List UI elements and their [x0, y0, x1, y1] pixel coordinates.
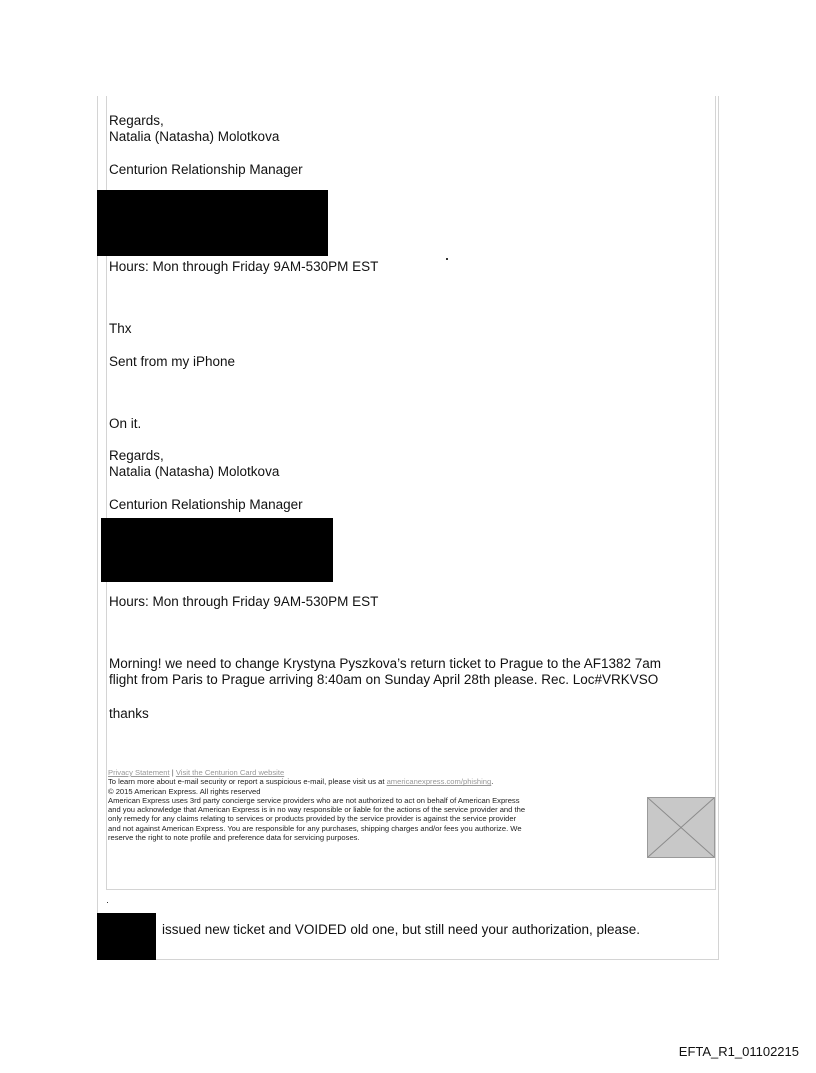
- final-message: issued new ticket and VOIDED old one, but still need your authorization, please.: [162, 922, 641, 937]
- stray-dot: [446, 258, 448, 260]
- signature-hours: Hours: Mon through Friday 9AM-530PM EST: [109, 594, 379, 609]
- broken-image-placeholder: [647, 797, 715, 858]
- signature-name: Natalia (Natasha) Molotkova: [109, 129, 280, 144]
- signature-name: Natalia (Natasha) Molotkova: [109, 464, 280, 479]
- footer-period: .: [491, 777, 494, 787]
- sent-from-line: Sent from my iPhone: [109, 354, 236, 369]
- request-thanks: thanks: [109, 706, 149, 721]
- footer-disclaimer-line: American Express uses 3rd party concierge service providers who are not authorized to act on behalf of American Express: [108, 795, 520, 805]
- signature-regards: Regards,: [109, 448, 164, 463]
- signature-hours: Hours: Mon through Friday 9AM-530PM EST: [109, 259, 379, 274]
- image-placeholder-icon: [648, 798, 714, 857]
- footer-security-line: [108, 777, 648, 786]
- signature-title: Centurion Relationship Manager: [109, 162, 303, 177]
- privacy-statement-link[interactable]: Privacy Statement: [108, 768, 170, 777]
- footer-disclaimer-line: and you acknowledge that American Express is in no way responsible or liable for the actions of the service provider and the: [108, 805, 526, 815]
- footer-copyright: © 2015 American Express. All rights reserved: [108, 786, 261, 796]
- stray-dot: [107, 902, 108, 903]
- signature-title: Centurion Relationship Manager: [109, 497, 303, 512]
- signature-regards: Regards,: [109, 113, 164, 128]
- centurion-website-link[interactable]: Visit the Centurion Card website: [175, 768, 285, 777]
- request-line-1: Morning! we need to change Krystyna Pyszkova’s return ticket to Prague to the AF1382 7am: [109, 656, 662, 671]
- footer-disclaimer-line: only remedy for any claims relating to services or products provided by the service provider is against the service provider: [108, 814, 517, 824]
- footer-disclaimer-line: reserve the right to note profile and preference data for servicing purposes.: [108, 833, 360, 843]
- request-line-2: flight from Paris to Prague arriving 8:40am on Sunday April 28th please. Rec. Loc#VRKVSO: [109, 672, 659, 687]
- redaction-block: [97, 913, 156, 960]
- reply-text: On it.: [109, 416, 142, 431]
- redaction-block: [101, 518, 333, 582]
- reply-text: Thx: [109, 321, 132, 336]
- footer-separator: |: [171, 768, 174, 777]
- footer-security-text: To learn more about e-mail security or report a suspicious e-mail, please visit us at: [108, 777, 385, 787]
- footer-links: [108, 768, 648, 777]
- footer-disclaimer-line: and not against American Express. You are responsible for any purchases, shipping charges and/or fees you authorize. We: [108, 823, 522, 833]
- phishing-link[interactable]: americanexpress.com/phishing: [386, 777, 492, 787]
- redaction-block: [97, 190, 328, 256]
- document-id: EFTA_R1_01102215: [678, 1044, 799, 1059]
- email-footer: [108, 768, 648, 842]
